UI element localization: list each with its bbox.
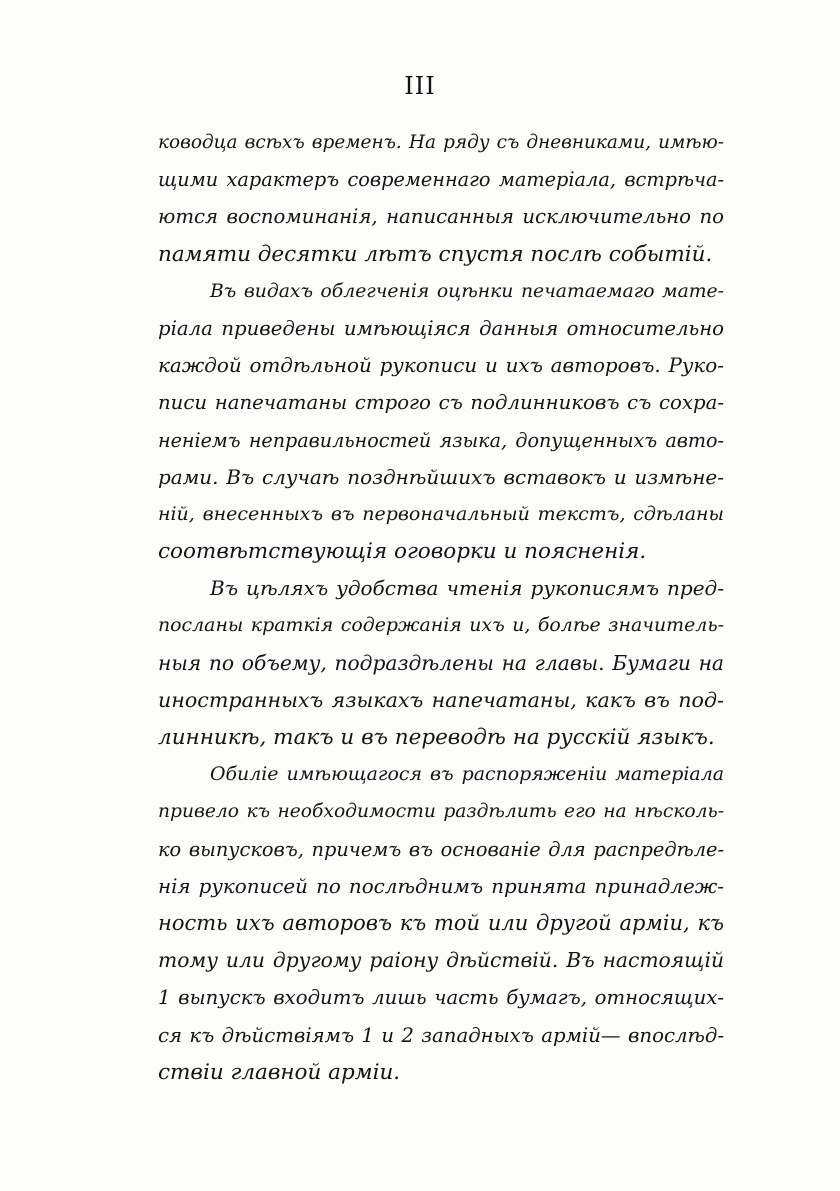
- paragraph-2: [158, 273, 724, 571]
- text-line: ся къ дѣйствіямъ 1 и 2 западныхъ армій— впослѣд-: [158, 1023, 724, 1047]
- text-line: тому или другому раіону дѣйствій. Въ настоящій: [158, 948, 724, 973]
- text-line: Въ цѣляхъ удобства чтенія рукописямъ пред-: [210, 576, 724, 601]
- text-line: соотвѣтствующія оговорки и поясненія.: [158, 539, 647, 565]
- text-line: привело къ необходимости раздѣлить его на нѣсколь-: [158, 801, 724, 823]
- text-line: неніемъ неправильностей языка, допущенныхъ авто-: [158, 428, 724, 452]
- text-line: посланы краткія содержанія ихъ и, болѣе значитель-: [158, 614, 724, 637]
- text-line: ность ихъ авторовъ къ той или другой арміи, къ: [158, 910, 724, 935]
- text-line: иностранныхъ языкахъ напечатаны, какъ въ под-: [158, 687, 724, 712]
- text-line: ній, внесенныхъ въ первоначальный текстъ, сдѣланы: [158, 502, 724, 525]
- text-line: ководца всѣхъ временъ. На ряду съ дневниками, имѣю-: [158, 132, 724, 153]
- text-line: каждой отдѣльной рукописи и ихъ авторовъ. Руко-: [158, 354, 724, 378]
- paragraph-4: [158, 756, 724, 1091]
- text-line: 1 выпускъ входитъ лишь часть бумагъ, относящих-: [158, 986, 724, 1010]
- text-line: ются воспоминанія, написанныя исключительно по: [158, 205, 724, 229]
- text-line: Обиліе имѣющагося въ распоряженіи матеріала: [210, 763, 724, 786]
- text-line: нія рукописей по послѣднимъ принята принадлеж-: [158, 874, 724, 898]
- text-line: писи напечатаны строго съ подлинниковъ съ сохра-: [158, 391, 724, 415]
- text-line: памяти десятки лѣтъ спустя послѣ событій.: [158, 241, 713, 267]
- text-line: ныя по объему, подраздѣлены на главы. Бумаги на: [158, 650, 724, 675]
- text-line: рами. Въ случаѣ позднѣйшихъ вставокъ и измѣне-: [158, 464, 724, 489]
- text-line: ствіи главной арміи.: [158, 1059, 401, 1085]
- text-line: щими характеръ современнаго матеріала, встрѣча-: [158, 168, 724, 192]
- text-line: ріала приведены имѣющіяся данныя относительно: [158, 316, 724, 340]
- paragraph-1: [158, 124, 724, 273]
- paragraph-3: [158, 570, 724, 756]
- body-text: [158, 124, 724, 1091]
- text-line: Въ видахъ облегченія оцѣнки печатаемаго мате-: [210, 280, 724, 302]
- text-line: линникѣ, такъ и въ переводѣ на русскій языкъ.: [158, 725, 715, 750]
- page-number: III: [404, 72, 436, 100]
- text-line: ко выпусковъ, причемъ въ основаніе для распредѣле-: [158, 837, 724, 861]
